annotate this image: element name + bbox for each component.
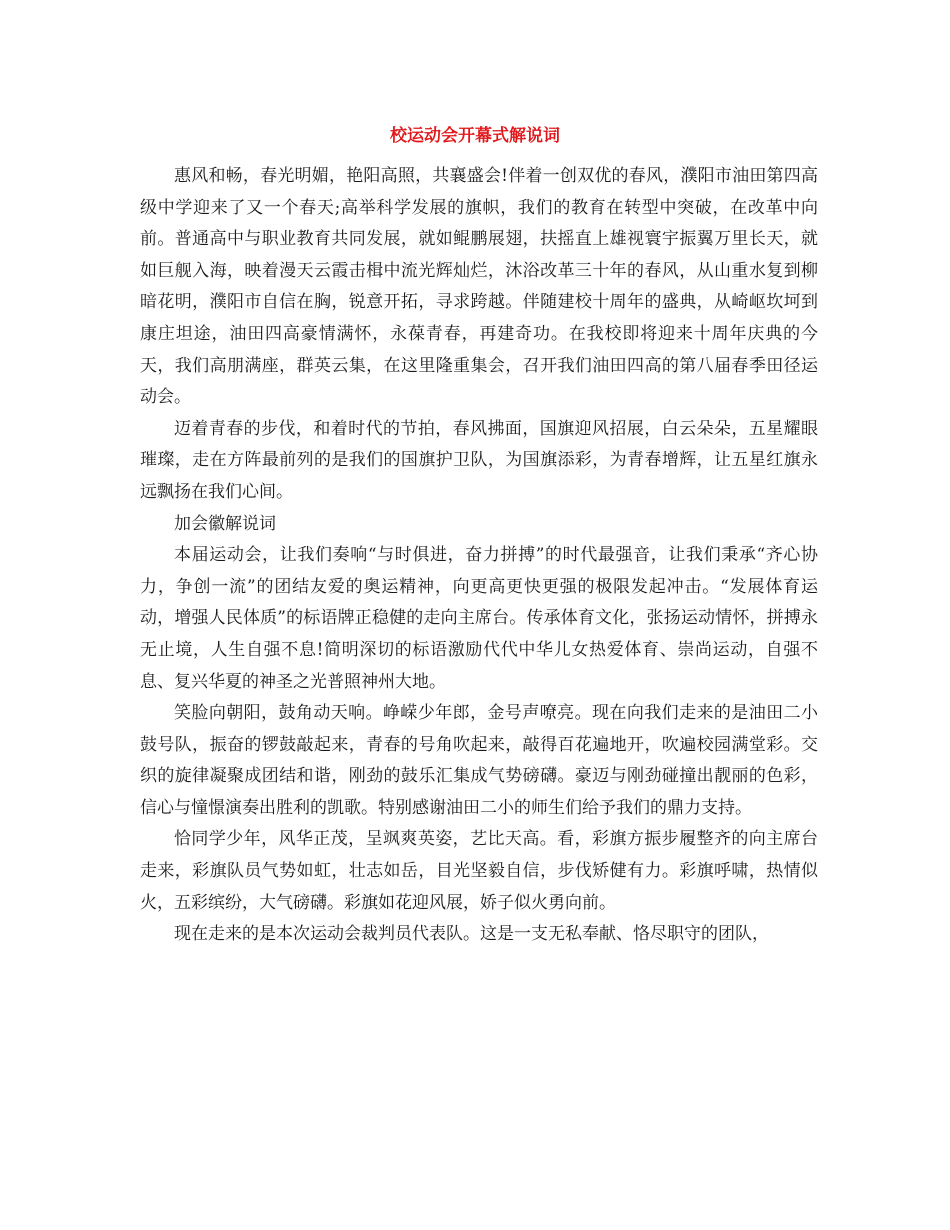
paragraph: 加会徽解说词 xyxy=(174,513,276,534)
paragraph: 现在走来的是本次运动会裁判员代表队。这是一支无私奉献、恪尽职守的团队， xyxy=(174,924,769,945)
paragraph: 迈着青春的步伐，和着时代的节拍，春风拂面，国旗迎风招展，白云朵朵，五星耀眼璀璨，走在方阵最前列的是我们的国旗护卫队，为国旗添彩，为青春增辉，让五星红旗永远飘扬在我们心间。 xyxy=(140,418,818,502)
document-body xyxy=(140,161,818,951)
paragraph: 恰同学少年，风华正茂，呈飒爽英姿，艺比天高。看，彩旗方振步履整齐的向主席台走来，彩旗队员气势如虹，壮志如岳，目光坚毅自信，步伐矫健有力。彩旗呼啸，热情似火，五彩缤纷，大气磅礴。彩旗如花迎风展，娇子似火勇向前。 xyxy=(140,829,818,913)
paragraph: 笑脸向朝阳，鼓角动天响。峥嵘少年郎，金号声嘹亮。现在向我们走来的是油田二小鼓号队，振奋的锣鼓敲起来，青春的号角吹起来，敲得百花遍地开，吹遍校园满堂彩。交织的旋律凝聚成团结和谐，刚劲的鼓乐汇集成气势磅礴。豪迈与刚劲碰撞出靓丽的色彩，信心与憧憬演奏出胜利的凯歌。特别感谢油田二小的师生们给予我们的鼎力支持。 xyxy=(140,703,818,818)
paragraph: 本届运动会，让我们奏响“与时俱进，奋力拼搏”的时代最强音，让我们秉承“齐心协力，争创一流”的团结友爱的奥运精神，向更高更快更强的极限发起冲击。“发展体育运动，增强人民体质”的标语牌正稳健的走向主席台。传承体育文化，张扬运动情怀，拼搏永无止境，人生自强不息!简明深切的标语激励代代中华儿女热爱体育、崇尚运动，自强不息、复兴华夏的神圣之光普照神州大地。 xyxy=(140,545,818,692)
document-title: 校运动会开幕式解说词 xyxy=(390,126,560,146)
paragraph: 惠风和畅，春光明媚，艳阳高照，共襄盛会!伴着一创双优的春风，濮阳市油田第四高级中学迎来了又一个春天;高举科学发展的旗帜，我们的教育在转型中突破，在改革中向前。普通高中与职业教育共同发展，就如鲲鹏展翅，扶摇直上雄视寰宇振翼万里长天，就如巨舰入海，映着漫天云霞击楫中流光辉灿烂，沐浴改革三十年的春风，从山重水复到柳暗花明，濮阳市自信在胸，锐意开拓，寻求跨越。伴随建校十周年的盛典，从崎岖坎坷到康庄坦途，油田四高豪情满怀，永葆青春，再建奇功。在我校即将迎来十周年庆典的今天，我们高朋满座，群英云集，在这里隆重集会，召开我们油田四高的第八届春季田径运动会。 xyxy=(140,166,818,408)
